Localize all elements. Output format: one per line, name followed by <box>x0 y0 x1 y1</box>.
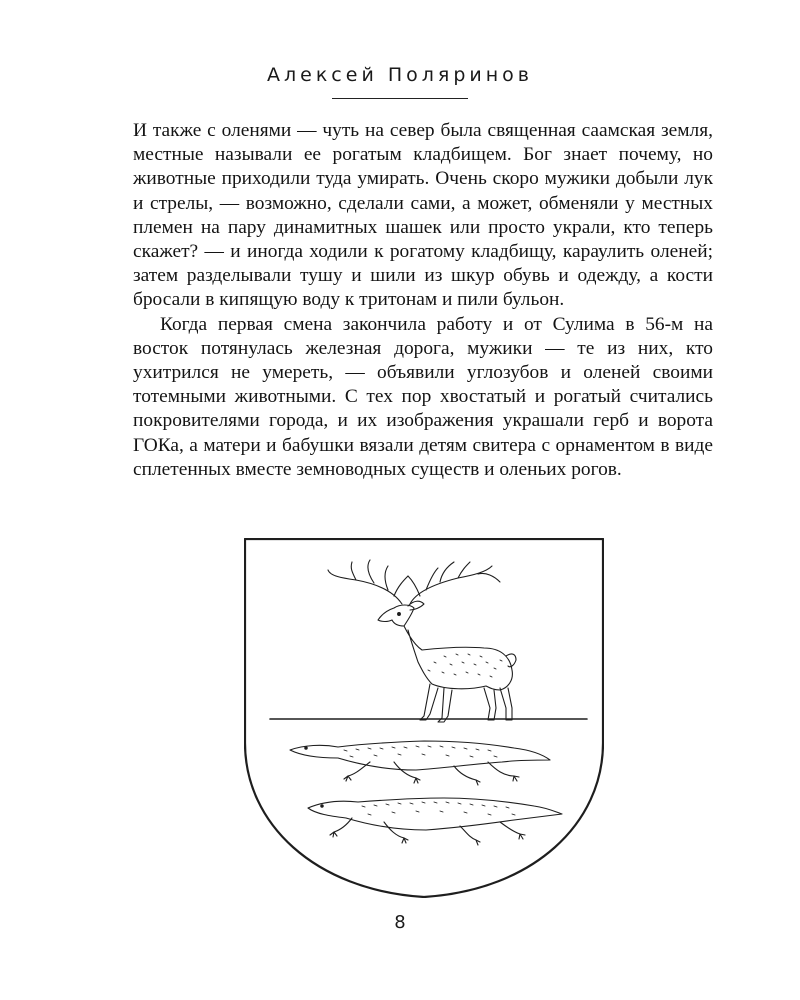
page-number: 8 <box>394 912 406 933</box>
salamander-icon <box>290 741 550 785</box>
salamander-icon <box>308 798 562 845</box>
coat-of-arms-figure <box>244 538 604 898</box>
header-divider <box>332 98 468 99</box>
paragraph-2: Когда первая смена закончила работу и от Сулима в 56-м на восток потянулась железная дорога, мужики — те из них, кто ухитрился не умереть, — объявили углозубов и оленей своими тотемными животными. С тех пор хвостатый и рогатый считались покровителями города, и их изображения украшали герб и ворота ГОКа, а матери и бабушки вязали детям свитера с орнаментом в виде сплетенных вместе земноводных существ и оленьих рогов. <box>133 313 713 480</box>
deer-icon <box>328 560 516 722</box>
body-text <box>133 119 713 482</box>
paragraph-1: И также с оленями — чуть на север была священная саамская земля, местные называли ее рогатым кладбищем. Бог знает почему, но животные приходили туда умирать. Очень скоро мужики добыли лук и стрелы, — возможно, сделали сами, а может, обменяли у местных племен на пару динамитных шашек или просто украли, кто теперь скажет? — и иногда ходили к рогатому кладбищу, караулить оленей; затем разделывали тушу и шили из шкур обувь и одежду, а кости бросали в кипящую воду к тритонам и пили бульон. <box>133 120 713 311</box>
running-head-author: Алексей Поляринов <box>267 64 533 86</box>
shield-outline <box>245 539 603 897</box>
